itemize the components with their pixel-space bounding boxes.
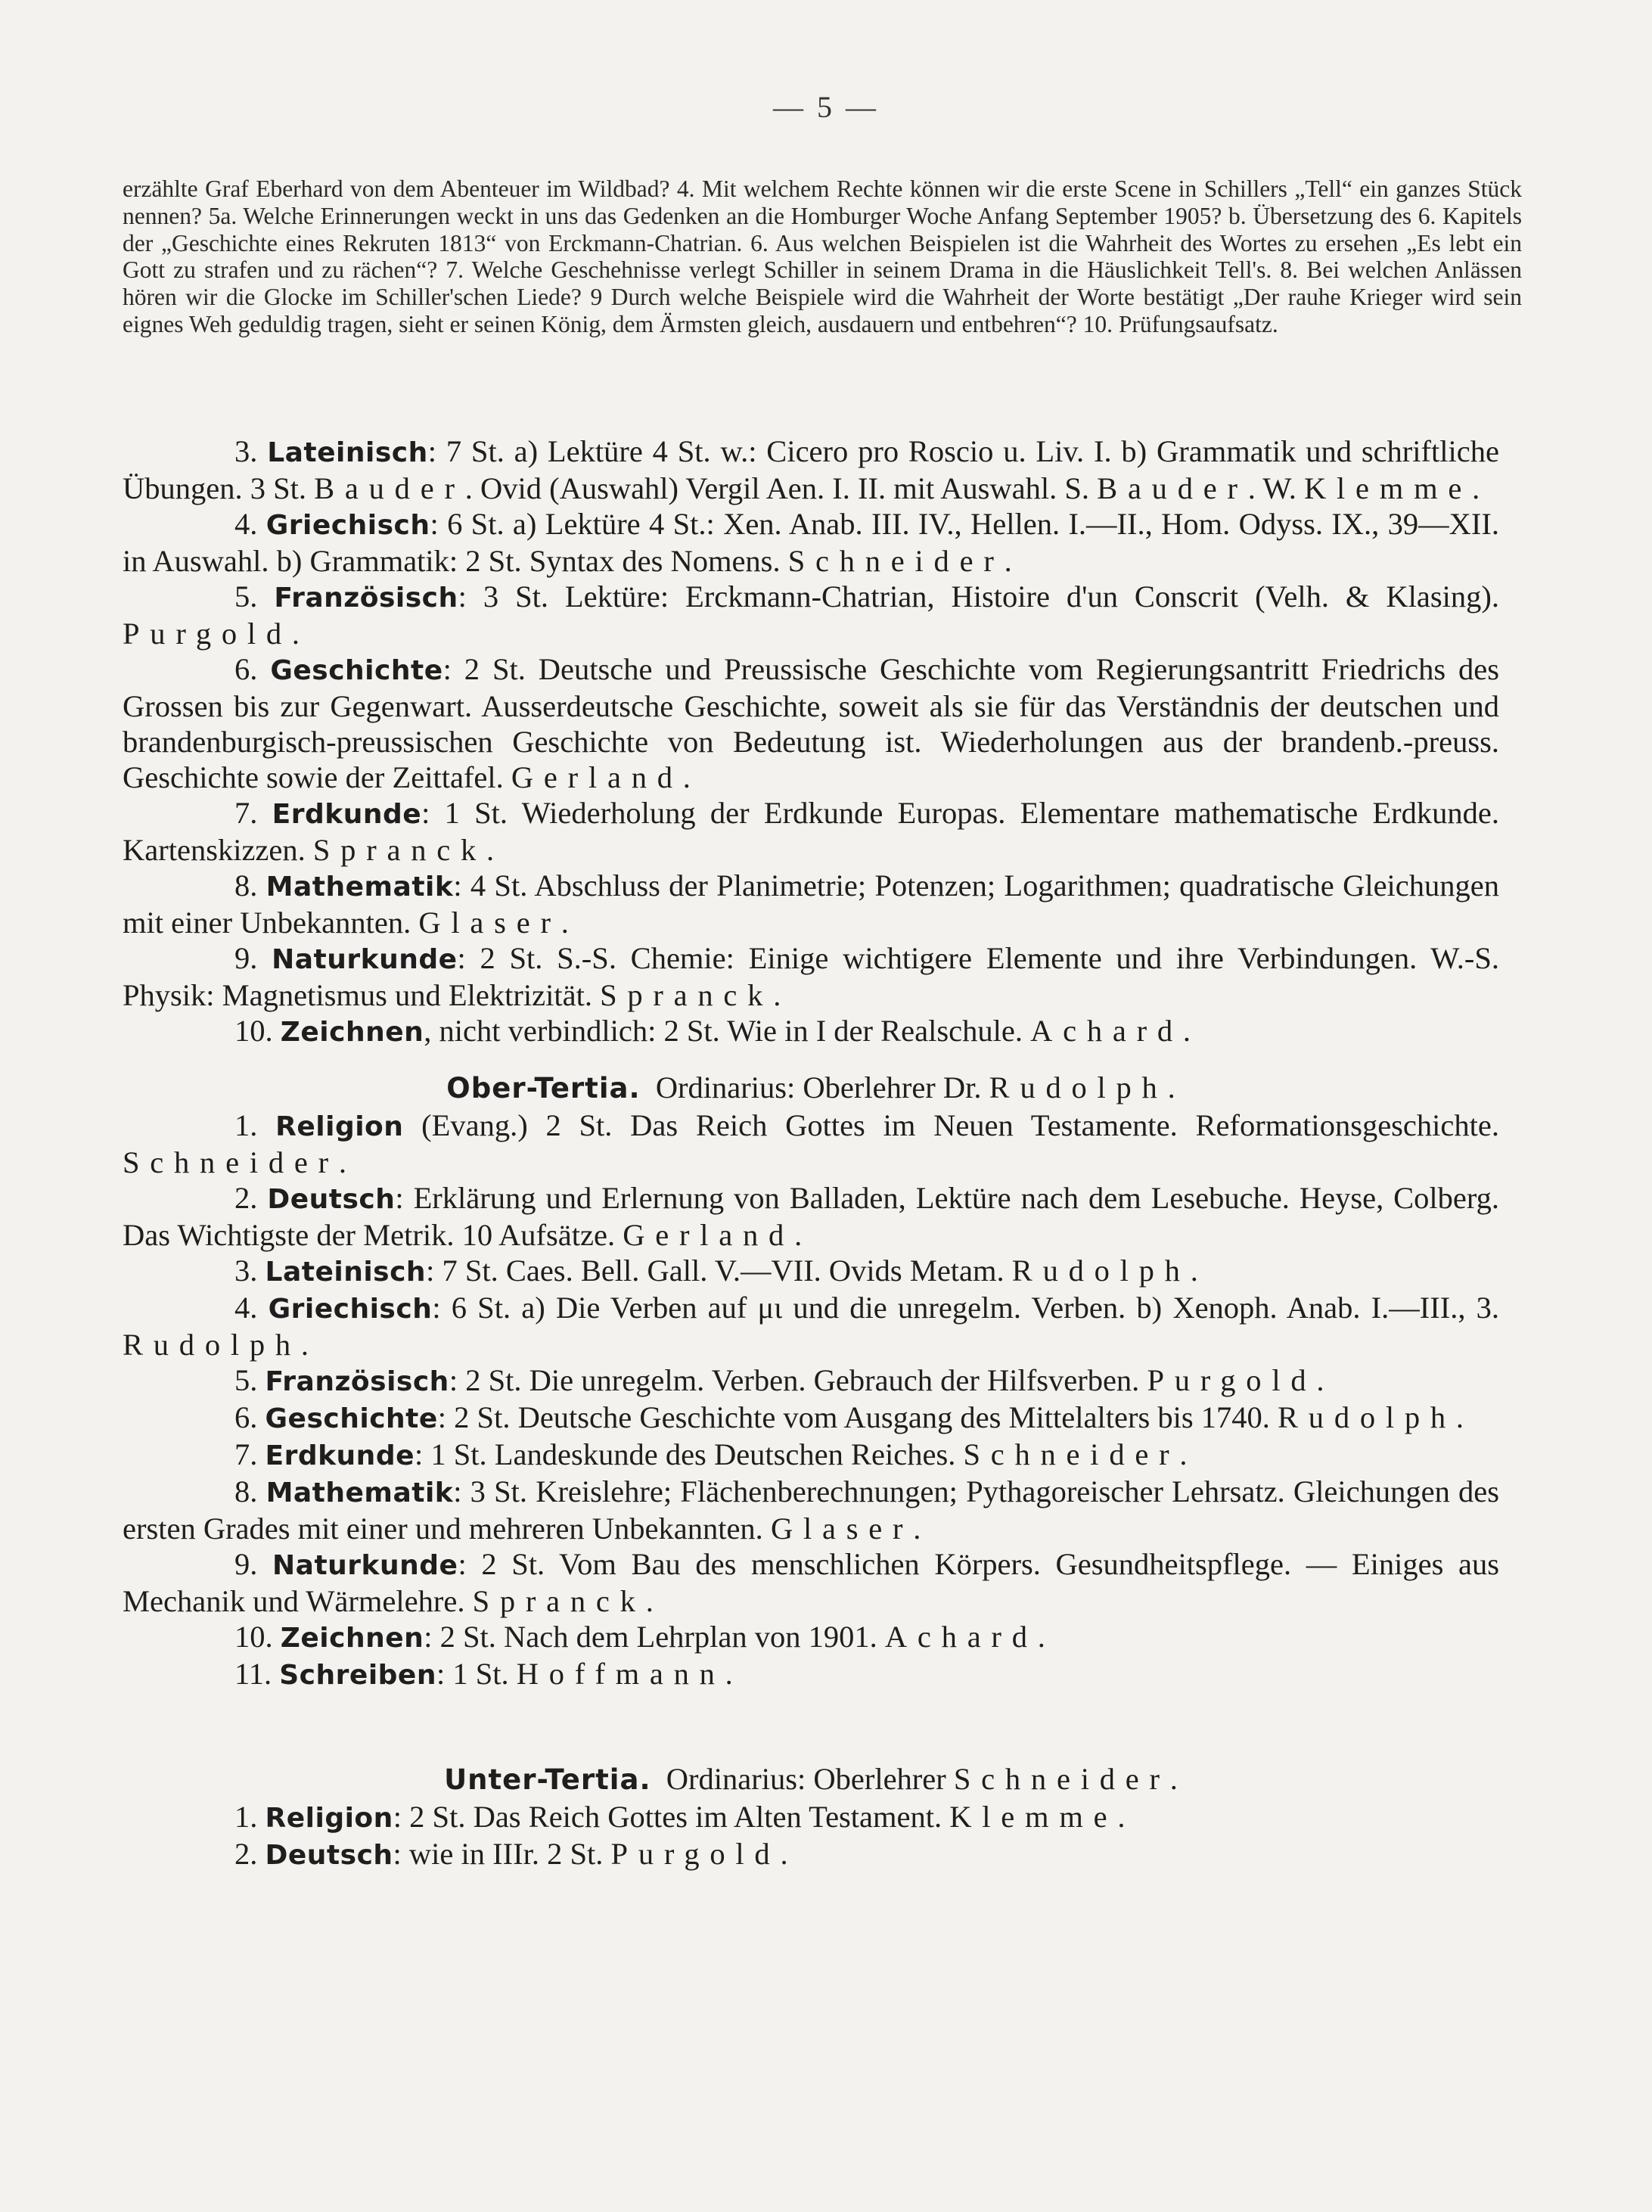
teacher-name: Hoffmann bbox=[516, 1657, 725, 1691]
list-item: 3. Lateinisch: 7 St. a) Lektüre 4 St. w.: Cicero pro Roscio u. Liv. I. b) Grammatik und schriftliche Übungen. 3 St. Bauder. Ovid (Auswahl) Vergil Aen. I. II. mit Auswahl. S. Bauder. W. Klemme. bbox=[123, 434, 1499, 505]
subject-label: Religion bbox=[275, 1111, 404, 1142]
list-item: 7. Erdkunde: 1 St. Landeskunde des Deutschen Reiches. Schneider. bbox=[234, 1437, 1188, 1471]
teacher-name: Gerland bbox=[511, 760, 683, 794]
teacher-name: Spranck bbox=[472, 1584, 646, 1618]
list-item: 3. Lateinisch: 7 St. Caes. Bell. Gall. V.—VII. Ovids Metam. Rudolph. bbox=[234, 1254, 1198, 1288]
teacher-name: Schneider bbox=[953, 1762, 1170, 1796]
class-title: Ober-Tertia. bbox=[446, 1072, 641, 1104]
list-item: 5. Französisch: 2 St. Die unregelm. Verben. Gebrauch der Hilfsverben. Purgold. bbox=[234, 1363, 1324, 1397]
list-item: 2. Deutsch: Erklärung und Erlernung von Balladen, Lektüre nach dem Lesebuche. Heyse, Colberg. Das Wichtigste der Metrik. 10 Aufsätze. Gerland. bbox=[123, 1181, 1499, 1252]
list-item: 4. Griechisch: 6 St. a) Die Verben auf μι und die unregelm. Verben. b) Xenoph. Anab. I.—III., 3. Rudolph. bbox=[123, 1291, 1500, 1362]
subject-label: Schreiben bbox=[279, 1660, 436, 1691]
subject-label: Deutsch bbox=[267, 1184, 396, 1215]
teacher-name: Spranck bbox=[312, 833, 486, 867]
subject-label: Zeichnen bbox=[280, 1623, 424, 1654]
teacher-name: Rudolph bbox=[1278, 1400, 1456, 1434]
class-title: Unter-Tertia. bbox=[444, 1763, 651, 1796]
list-item: 9. Naturkunde: 2 St. Vom Bau des menschlichen Körpers. Gesundheitspflege. — Einiges aus Mechanik und Wärmelehre. Spranck. bbox=[123, 1547, 1499, 1618]
list-item: 9. Naturkunde: 2 St. S.-S. Chemie: Einige wichtigere Elemente und ihre Verbindungen. W.-S. Physik: Magnetismus und Elektrizität. Spranck. bbox=[123, 941, 1499, 1012]
subject-label: Griechisch bbox=[268, 1294, 433, 1325]
list-item: 8. Mathematik: 3 St. Kreislehre; Flächenberechnungen; Pythagoreischer Lehrsatz. Gleichungen des ersten Grades mit einer und mehreren Unbekannten. Glaser. bbox=[123, 1474, 1499, 1546]
subject-label: Französisch bbox=[265, 1366, 449, 1397]
teacher-name: Bauder bbox=[314, 471, 465, 505]
teacher-name: Glaser bbox=[770, 1511, 914, 1546]
list-item: 1. Religion: 2 St. Das Reich Gottes im Alten Testament. Klemme. bbox=[234, 1800, 1126, 1834]
teacher-name: Rudolph bbox=[989, 1070, 1168, 1104]
subject-label: Geschichte bbox=[265, 1403, 438, 1434]
list-item: 7. Erdkunde: 1 St. Wiederholung der Erdkunde Europas. Elementare mathematische Erdkunde. Kartenskizzen. Spranck. bbox=[123, 796, 1500, 867]
teacher-name: Glaser bbox=[418, 906, 561, 940]
subject-label: Mathematik bbox=[266, 871, 454, 903]
teacher-name: Gerland bbox=[623, 1218, 795, 1252]
list-item: 5. Französisch: 3 St. Lektüre: Erckmann-Chatrian, Histoire d'un Conscrit (Velh. & Klasing). Purgold. bbox=[123, 579, 1499, 651]
main-text bbox=[123, 433, 1499, 1873]
list-item: 10. Zeichnen: 2 St. Nach dem Lehrplan von 1901. Achard. bbox=[234, 1620, 1045, 1654]
teacher-name: Klemme bbox=[1304, 471, 1473, 505]
teacher-name: Purgold bbox=[1147, 1363, 1317, 1397]
teacher-name: Schneider bbox=[787, 544, 1005, 578]
teacher-name: Schneider bbox=[123, 1145, 339, 1179]
subject-label: Religion bbox=[265, 1803, 393, 1834]
teacher-name: Achard bbox=[1030, 1014, 1183, 1048]
teacher-name: Bauder bbox=[1097, 471, 1248, 505]
subject-label: Erdkunde bbox=[272, 799, 422, 830]
subject-label: Mathematik bbox=[266, 1477, 454, 1508]
list-item: 8. Mathematik: 4 St. Abschluss der Planimetrie; Potenzen; Logarithmen; quadratische Gleichungen mit einer Unbekannten. Glaser. bbox=[123, 868, 1500, 940]
subject-label: Geschichte bbox=[270, 655, 443, 686]
subject-label: Naturkunde bbox=[272, 944, 458, 975]
list-item: 6. Geschichte: 2 St. Deutsche und Preussische Geschichte vom Regierungsantritt Friedrichs des Grossen bis zur Gegenwart. Ausserdeutsche Geschichte, soweit als sie für das Verständnis der deutschen und brandenburgisch-preussischen Geschichte von Bedeutung ist. Wiederholungen aus der brandenb.-preuss. Geschichte sowie der Zeittafel. Gerland. bbox=[123, 652, 1500, 794]
teacher-name: Purgold bbox=[610, 1837, 781, 1871]
list-item: 4. Griechisch: 6 St. a) Lektüre 4 St.: Xen. Anab. III. IV., Hellen. I.—II., Hom. Odyss. IX., 39—XII. in Auswahl. b) Grammatik: 2 St. Syntax des Nomens. Schneider. bbox=[123, 507, 1499, 578]
subject-label: Lateinisch bbox=[265, 1257, 427, 1288]
teacher-name: Schneider bbox=[963, 1437, 1180, 1471]
teacher-name: Klemme bbox=[949, 1800, 1118, 1834]
list-item: 2. Deutsch: wie in IIIr. 2 St. Purgold. bbox=[234, 1837, 788, 1871]
teacher-name: Achard bbox=[884, 1620, 1038, 1654]
page-number: — 5 — bbox=[773, 90, 879, 124]
teacher-name: Purgold bbox=[123, 617, 292, 651]
teacher-name: Rudolph bbox=[123, 1328, 301, 1362]
teacher-name: Rudolph bbox=[1011, 1254, 1191, 1288]
list-item: 10. Zeichnen, nicht verbindlich: 2 St. Wie in I der Realschule. Achard. bbox=[234, 1014, 1191, 1048]
intro-paragraph: erzählte Graf Eberhard von dem Abenteuer im Wildbad? 4. Mit welchem Rechte können wir die erste Scene in Schillers „Tell“ ein ganzes Stück nennen? 5a. Welche Erinnerungen weckt in uns das Gedenken an die Homburger Woche Anfang September 1905? b. Übersetzung des 6. Kapitels der „Geschichte eines Rekruten 1813“ von Erckmann-Chatrian. 6. Aus welchen Beispielen ist die Wahrheit des Wortes zu ersehen „Es lebt ein Gott zu strafen und zu rächen“? 7. Welche Geschehnisse verlegt Schiller in seinem Drama in die Häuslichkeit Tell's. 8. Bei welchen Anlässen hören wir die Glocke im Schiller'schen Liede? 9 Durch welche Beispiele wird die Wahrheit der Worte bestätigt „Der rauhe Krieger wird sein eignes Weh geduldig tragen, sieht er seinen König, dem Ärmsten gleich, ausdauern und entbehren“? 10. Prüfungsaufsatz. bbox=[123, 176, 1522, 337]
subject-label: Französisch bbox=[274, 583, 458, 614]
subject-label: Griechisch bbox=[266, 510, 430, 541]
section-gap bbox=[123, 1693, 1499, 1741]
class-heading-ober-tertia: Ober-Tertia. Ordinarius: Oberlehrer Dr. Rudolph. bbox=[446, 1070, 1175, 1104]
subject-label: Erdkunde bbox=[265, 1440, 415, 1471]
teacher-name: Spranck bbox=[600, 978, 774, 1012]
subject-label: Naturkunde bbox=[272, 1550, 458, 1581]
subject-label: Zeichnen bbox=[280, 1017, 424, 1048]
list-item: 11. Schreiben: 1 St. Hoffmann. bbox=[234, 1657, 733, 1691]
list-item: 1. Religion (Evang.) 2 St. Das Reich Gottes im Neuen Testamente. Reformationsgeschichte. Schneider. bbox=[123, 1108, 1499, 1179]
list-item: 6. Geschichte: 2 St. Deutsche Geschichte vom Ausgang des Mittelalters bis 1740. Rudolph. bbox=[234, 1400, 1464, 1434]
class-heading-unter-tertia: Unter-Tertia. Ordinarius: Oberlehrer Schneider. bbox=[444, 1762, 1178, 1796]
subject-label: Deutsch bbox=[265, 1840, 393, 1871]
subject-label: Lateinisch bbox=[267, 437, 428, 468]
